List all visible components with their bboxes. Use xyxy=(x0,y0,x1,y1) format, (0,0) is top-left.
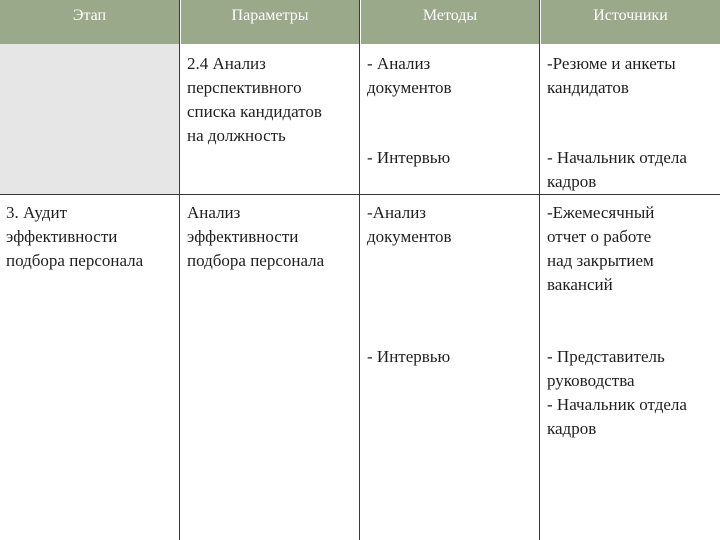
header-parameters: Параметры xyxy=(181,0,359,44)
column-divider xyxy=(359,0,360,540)
row2-method-b: - Интервью xyxy=(367,347,451,366)
column-divider xyxy=(179,0,180,540)
row2-source-b: - Представитель руководства - Начальник отдела кадров xyxy=(547,347,687,438)
row2-parameter: Анализ эффективности подбора персонала xyxy=(187,203,325,270)
row2-stage: 3. Аудит эффективности подбора персонала xyxy=(6,203,144,270)
header-sources: Источники xyxy=(541,0,720,44)
empty-stage-cell xyxy=(0,44,179,194)
row2-method-a: -Анализ документов xyxy=(367,203,452,246)
row2-source-a: -Ежемесячный отчет о работе над закрытием вакансий xyxy=(547,203,655,294)
row1-method-b: - Интервью xyxy=(367,148,451,167)
row1-source-a: -Резюме и анкеты кандидатов xyxy=(547,54,676,97)
header-methods: Методы xyxy=(361,0,539,44)
row1-source-b: - Начальник отдела кадров xyxy=(547,148,687,191)
row-divider xyxy=(0,194,720,195)
row1-method-a: - Анализ документов xyxy=(367,54,452,97)
row1-parameter: 2.4 Анализ перспективного списка кандидатов на должность xyxy=(187,54,322,145)
header-stage: Этап xyxy=(0,0,179,44)
column-divider xyxy=(539,0,540,540)
